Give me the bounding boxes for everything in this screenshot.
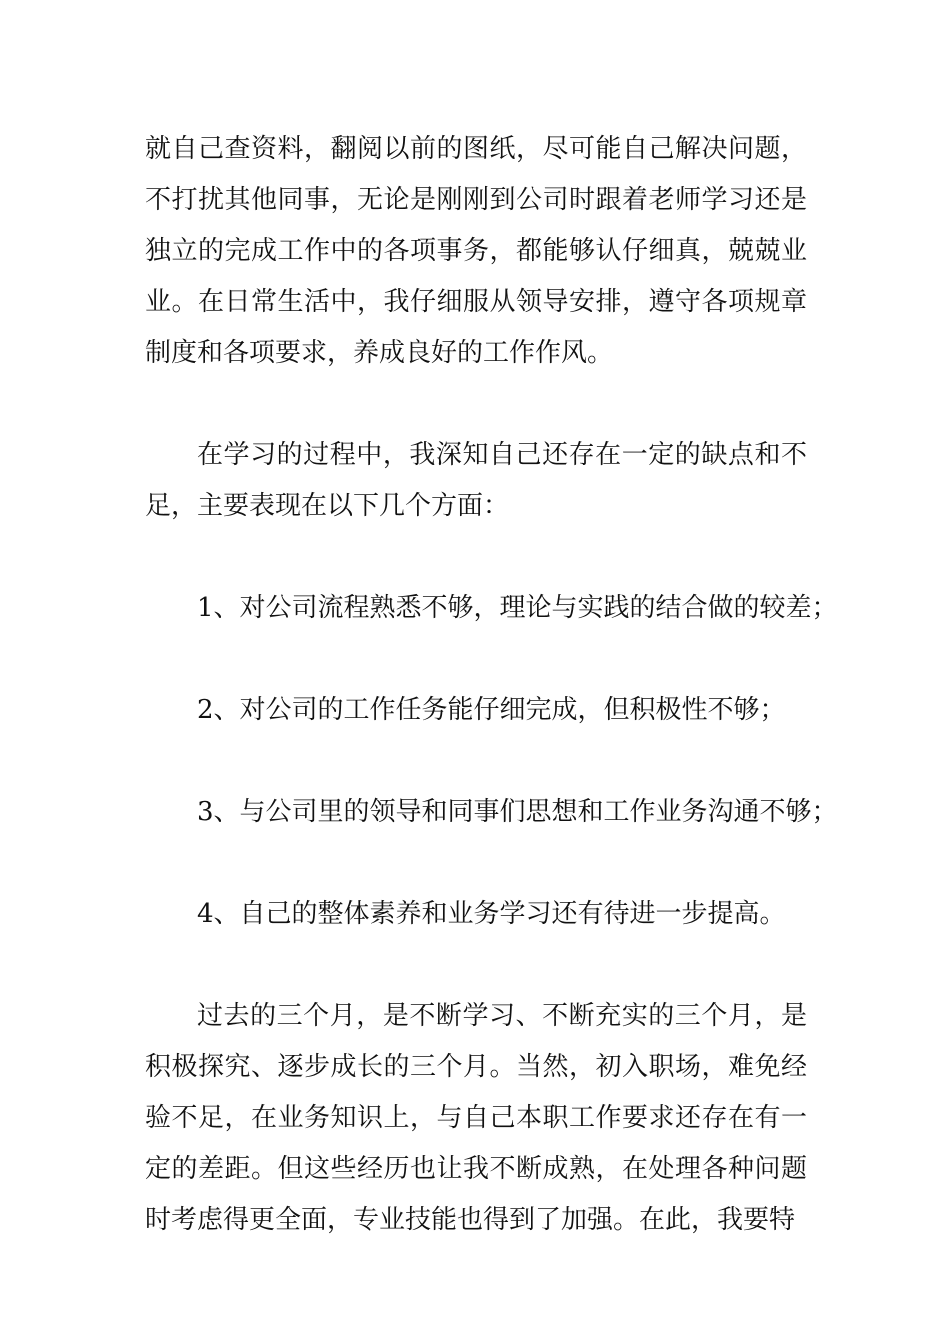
paragraph-spacer — [145, 532, 807, 583]
paragraph-shortcomings-intro: 在学习的过程中，我深知自己还存在一定的缺点和不足，主要表现在以下几个方面： — [145, 440, 807, 521]
paragraph-three-months-summary: 过去的三个月，是不断学习、不断充实的三个月，是积极探究、逐步成长的三个月。当然，初入职场，难免经验不足，在业务知识上，与自己本职工作要求还存在有一定的差距。但这些经历也让我不断成熟，在处理各种问题时考虑得更全面，专业技能也得到了加强。在此，我要特 — [145, 1001, 807, 1235]
document-body — [145, 124, 838, 1246]
paragraph-spacer — [145, 736, 807, 787]
paragraph-spacer — [145, 379, 807, 430]
paragraph-spacer — [145, 838, 807, 889]
list-item-1: 1、对公司流程熟悉不够，理论与实践的结合做的较差； — [197, 593, 838, 623]
list-item-2: 2、对公司的工作任务能仔细完成，但积极性不够； — [197, 695, 786, 725]
paragraph-work-attitude: 就自己查资料，翻阅以前的图纸，尽可能自己解决问题，不打扰其他同事，无论是刚刚到公司时跟着老师学习还是独立的完成工作中的各项事务，都能够认仔细真，兢兢业业。在日常生活中，我仔细服从领导安排，遵守各项规章制度和各项要求，养成良好的工作作风。 — [145, 134, 807, 368]
paragraph-spacer — [145, 634, 807, 685]
paragraph-spacer — [145, 940, 807, 991]
list-item-4: 4、自己的整体素养和业务学习还有待进一步提高。 — [197, 899, 786, 929]
list-item-3: 3、与公司里的领导和同事们思想和工作业务沟通不够； — [197, 797, 838, 827]
